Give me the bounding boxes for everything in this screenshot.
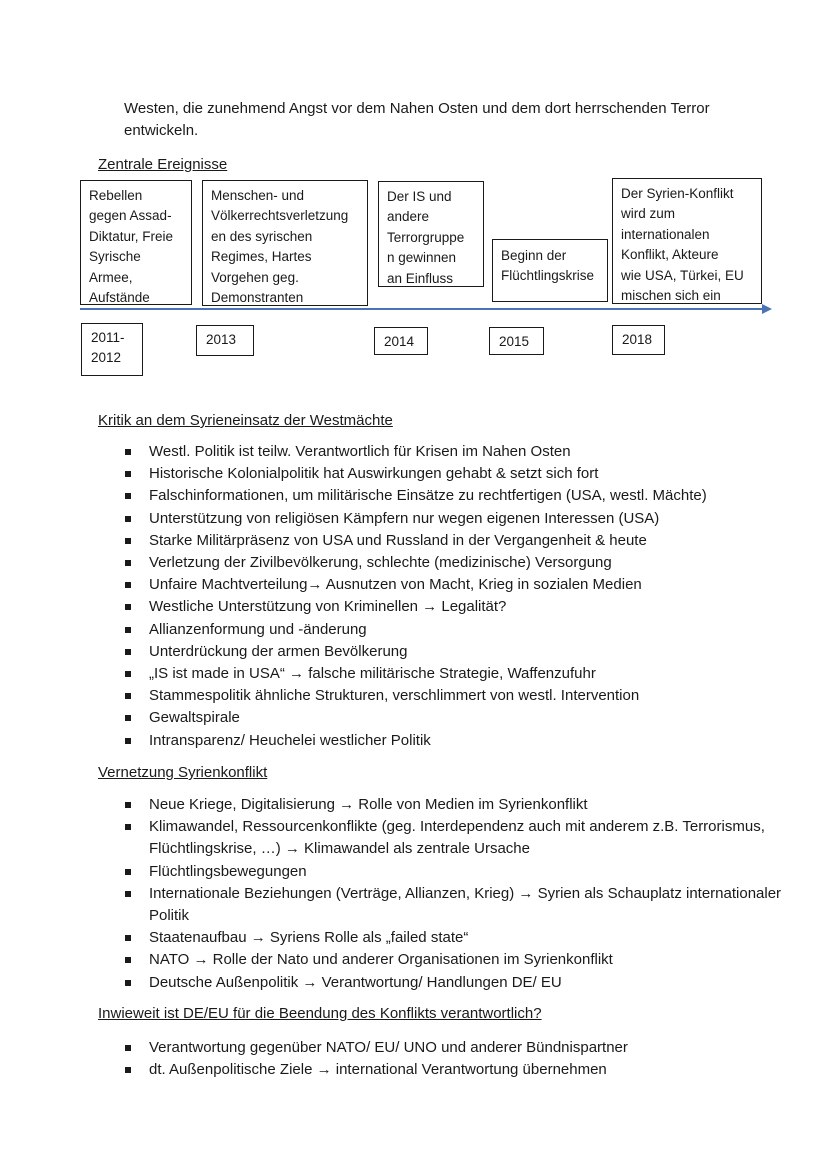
vernetzung-list bbox=[98, 794, 789, 994]
list-item: Westl. Politik ist teilw. Verantwortlich für Krisen im Nahen Osten bbox=[98, 441, 789, 463]
bullet-icon bbox=[125, 802, 131, 808]
bullet-icon bbox=[125, 649, 131, 655]
bullet-icon bbox=[125, 957, 131, 963]
bullet-icon bbox=[125, 715, 131, 721]
kritik-heading: Kritik an dem Syrieneinsatz der Westmächte bbox=[98, 412, 393, 429]
timeline-event-2013: Menschen- und Völkerrechtsverletzung en des syrischen Regimes, Hartes Vorgehen geg. Demonstranten bbox=[202, 180, 368, 306]
timeline-event-2018: Der Syrien-Konflikt wird zum internationalen Konflikt, Akteure wie USA, Türkei, EU mischen sich ein bbox=[612, 178, 762, 304]
kritik-list bbox=[98, 441, 789, 752]
bullet-icon bbox=[125, 604, 131, 610]
bullet-icon bbox=[125, 824, 131, 830]
list-item: Klimawandel, Ressourcenkonflikte (geg. Interdependenz auch mit anderem z.B. Terrorismus, Flüchtlingskrise, …) → Klimawandel als zentrale Ursache bbox=[98, 816, 789, 860]
list-item: Deutsche Außenpolitik → Verantwortung/ Handlungen DE/ EU bbox=[98, 972, 789, 994]
bullet-icon bbox=[125, 538, 131, 544]
bullet-icon bbox=[125, 693, 131, 699]
timeline-event-2015: Beginn der Flüchtlingskrise bbox=[492, 239, 608, 302]
list-item: Staatenaufbau → Syriens Rolle als „failed state“ bbox=[98, 927, 789, 949]
bullet-icon bbox=[125, 891, 131, 897]
list-item: Verletzung der Zivilbevölkerung, schlechte (medizinische) Versorgung bbox=[98, 552, 789, 574]
list-item: Verantwortung gegenüber NATO/ EU/ UNO und anderer Bündnispartner bbox=[98, 1037, 789, 1059]
timeline-year-2011: 2011- 2012 bbox=[81, 323, 143, 376]
list-item: Gewaltspirale bbox=[98, 707, 789, 729]
list-item: Neue Kriege, Digitalisierung → Rolle von Medien im Syrienkonflikt bbox=[98, 794, 789, 816]
intro-paragraph bbox=[124, 98, 764, 142]
verantwortung-heading: Inwieweit ist DE/EU für die Beendung des Konflikts verantwortlich? bbox=[98, 1005, 542, 1022]
timeline-arrow-icon bbox=[762, 304, 772, 314]
bullet-icon bbox=[125, 516, 131, 522]
list-item: Flüchtlingsbewegungen bbox=[98, 861, 789, 883]
list-item: Westliche Unterstützung von Kriminellen → Legalität? bbox=[98, 596, 789, 618]
timeline-axis bbox=[80, 308, 764, 310]
list-item: Historische Kolonialpolitik hat Auswirkungen gehabt & setzt sich fort bbox=[98, 463, 789, 485]
bullet-icon bbox=[125, 738, 131, 744]
list-item: Unterstützung von religiösen Kämpfern nur wegen eigenen Interessen (USA) bbox=[98, 508, 789, 530]
list-item: Allianzenformung und -änderung bbox=[98, 619, 789, 641]
bullet-icon bbox=[125, 1045, 131, 1051]
list-item: Internationale Beziehungen (Verträge, Allianzen, Krieg) → Syrien als Schauplatz internationaler Politik bbox=[98, 883, 789, 927]
list-item: dt. Außenpolitische Ziele → international Verantwortung übernehmen bbox=[98, 1059, 789, 1081]
bullet-icon bbox=[125, 935, 131, 941]
intro-line-1: Westen, die zunehmend Angst vor dem Nahen Osten und dem dort herrschenden Terror bbox=[124, 100, 710, 117]
timeline-event-2014: Der IS und andere Terrorgruppe n gewinnen an Einfluss bbox=[378, 181, 484, 287]
intro-line-2: entwickeln. bbox=[124, 122, 199, 139]
bullet-icon bbox=[125, 671, 131, 677]
timeline-heading: Zentrale Ereignisse bbox=[98, 156, 228, 173]
list-item: Falschinformationen, um militärische Einsätze zu rechtfertigen (USA, westl. Mächte) bbox=[98, 485, 789, 507]
list-item: NATO → Rolle der Nato und anderer Organisationen im Syrienkonflikt bbox=[98, 949, 789, 971]
timeline-year-2018: 2018 bbox=[612, 325, 665, 355]
bullet-icon bbox=[125, 471, 131, 477]
list-item: Starke Militärpräsenz von USA und Russland in der Vergangenheit & heute bbox=[98, 530, 789, 552]
verantwortung-list bbox=[98, 1037, 789, 1081]
list-item: „IS ist made in USA“ → falsche militärische Strategie, Waffenzufuhr bbox=[98, 663, 789, 685]
timeline-event-2011: Rebellen gegen Assad- Diktatur, Freie Syrische Armee, Aufstände bbox=[80, 180, 192, 305]
bullet-icon bbox=[125, 582, 131, 588]
timeline-year-2014: 2014 bbox=[374, 327, 428, 355]
list-item: Unfaire Machtverteilung→ Ausnutzen von Macht, Krieg in sozialen Medien bbox=[98, 574, 789, 596]
list-item: Stammespolitik ähnliche Strukturen, verschlimmert von westl. Intervention bbox=[98, 685, 789, 707]
bullet-icon bbox=[125, 493, 131, 499]
list-item: Unterdrückung der armen Bevölkerung bbox=[98, 641, 789, 663]
bullet-icon bbox=[125, 449, 131, 455]
bullet-icon bbox=[125, 1067, 131, 1073]
bullet-icon bbox=[125, 627, 131, 633]
bullet-icon bbox=[125, 560, 131, 566]
bullet-icon bbox=[125, 869, 131, 875]
bullet-icon bbox=[125, 980, 131, 986]
vernetzung-heading: Vernetzung Syrienkonflikt bbox=[98, 764, 268, 781]
timeline-year-2013: 2013 bbox=[196, 325, 254, 356]
list-item: Intransparenz/ Heuchelei westlicher Politik bbox=[98, 730, 789, 752]
timeline-year-2015: 2015 bbox=[489, 327, 544, 355]
